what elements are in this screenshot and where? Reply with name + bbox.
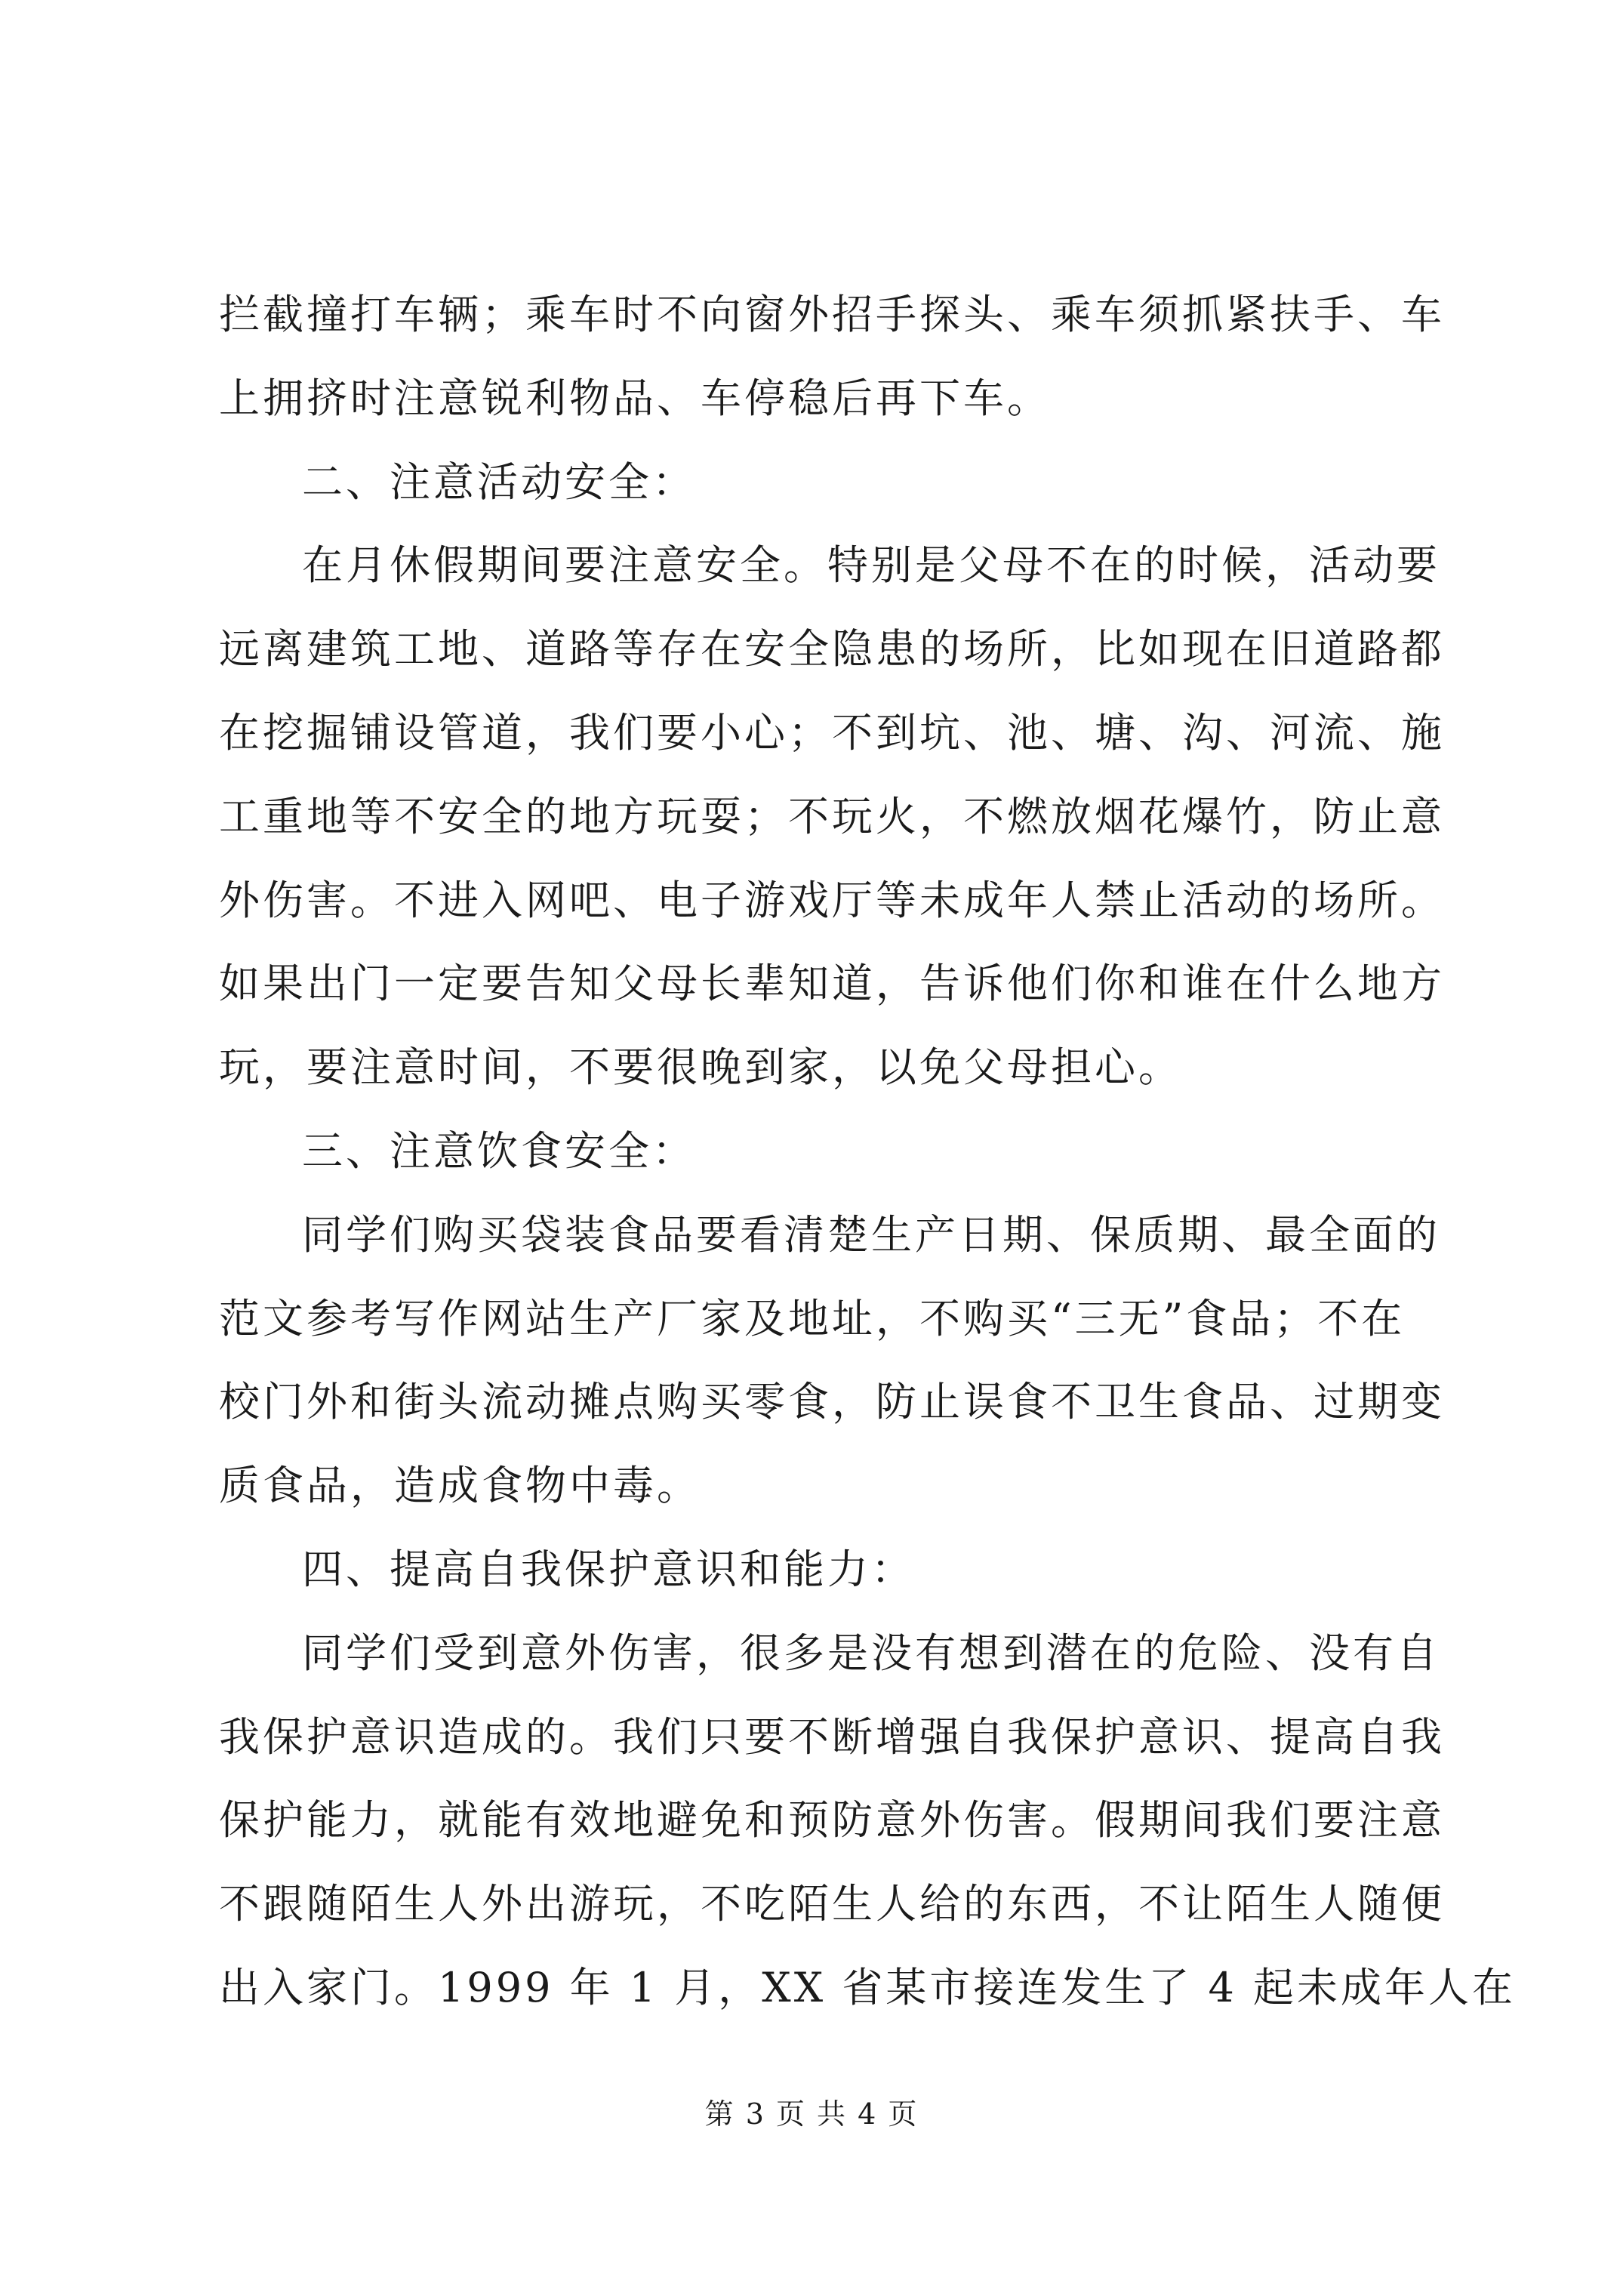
text-line-2: 上拥挤时注意锐利物品、车停稳后再下车。 xyxy=(219,374,1051,422)
text-line-8: 外伤害。不进入网吧、电子游戏厅等未成年人禁止活动的场所。 xyxy=(219,876,1445,924)
document-body xyxy=(219,273,1517,2030)
text-line-17: 同学们受到意外伤害，很多是没有想到潜在的危险、没有自 xyxy=(302,1629,1440,1677)
text-line-21: 出入家门。1999 年 1 月，XX 省某市接连发生了 4 起未成年人在 xyxy=(219,1963,1517,2011)
page-number-footer: 第 3 页 共 4 页 xyxy=(704,2097,919,2131)
text-line-19: 保护能力，就能有效地避免和预防意外伤害。假期间我们要注意 xyxy=(219,1796,1445,1845)
text-line-9: 如果出门一定要告知父母长辈知道，告诉他们你和谁在什么地方 xyxy=(219,960,1445,1008)
text-line-1: 拦截撞打车辆；乘车时不向窗外招手探头、乘车须抓紧扶手、车 xyxy=(219,291,1445,338)
text-line-10: 玩，要注意时间，不要很晚到家，以免父母担心。 xyxy=(219,1043,1182,1092)
text-line-7: 工重地等不安全的地方玩耍；不玩火，不燃放烟花爆竹，防止意 xyxy=(219,792,1445,840)
text-line-15: 质食品，造成食物中毒。 xyxy=(219,1462,701,1510)
text-line-13: 范文参考写作网站生产厂家及地址，不购买“三无”食品；不在 xyxy=(219,1294,1406,1342)
section-heading-2: 二、注意活动安全： xyxy=(302,458,696,506)
text-line-4: 在月休假期间要注意安全。特别是父母不在的时候，活动要 xyxy=(302,541,1440,590)
section-heading-3: 三、注意饮食安全： xyxy=(302,1126,696,1175)
text-line-12: 同学们购买袋装食品要看清楚生产日期、保质期、最全面的 xyxy=(302,1210,1440,1259)
text-line-18: 我保护意识造成的。我们只要不断增强自我保护意识、提高自我 xyxy=(219,1712,1445,1761)
text-line-6: 在挖掘铺设管道，我们要小心；不到坑、池、塘、沟、河流、施 xyxy=(219,708,1445,757)
text-line-14: 校门外和街头流动摊点购买零食，防止误食不卫生食品、过期变 xyxy=(219,1378,1445,1426)
section-heading-4: 四、提高自我保护意识和能力： xyxy=(302,1545,915,1593)
text-line-20: 不跟随陌生人外出游玩，不吃陌生人给的东西，不让陌生人随便 xyxy=(219,1880,1445,1928)
text-line-5: 远离建筑工地、道路等存在安全隐患的场所，比如现在旧道路都 xyxy=(219,625,1445,673)
